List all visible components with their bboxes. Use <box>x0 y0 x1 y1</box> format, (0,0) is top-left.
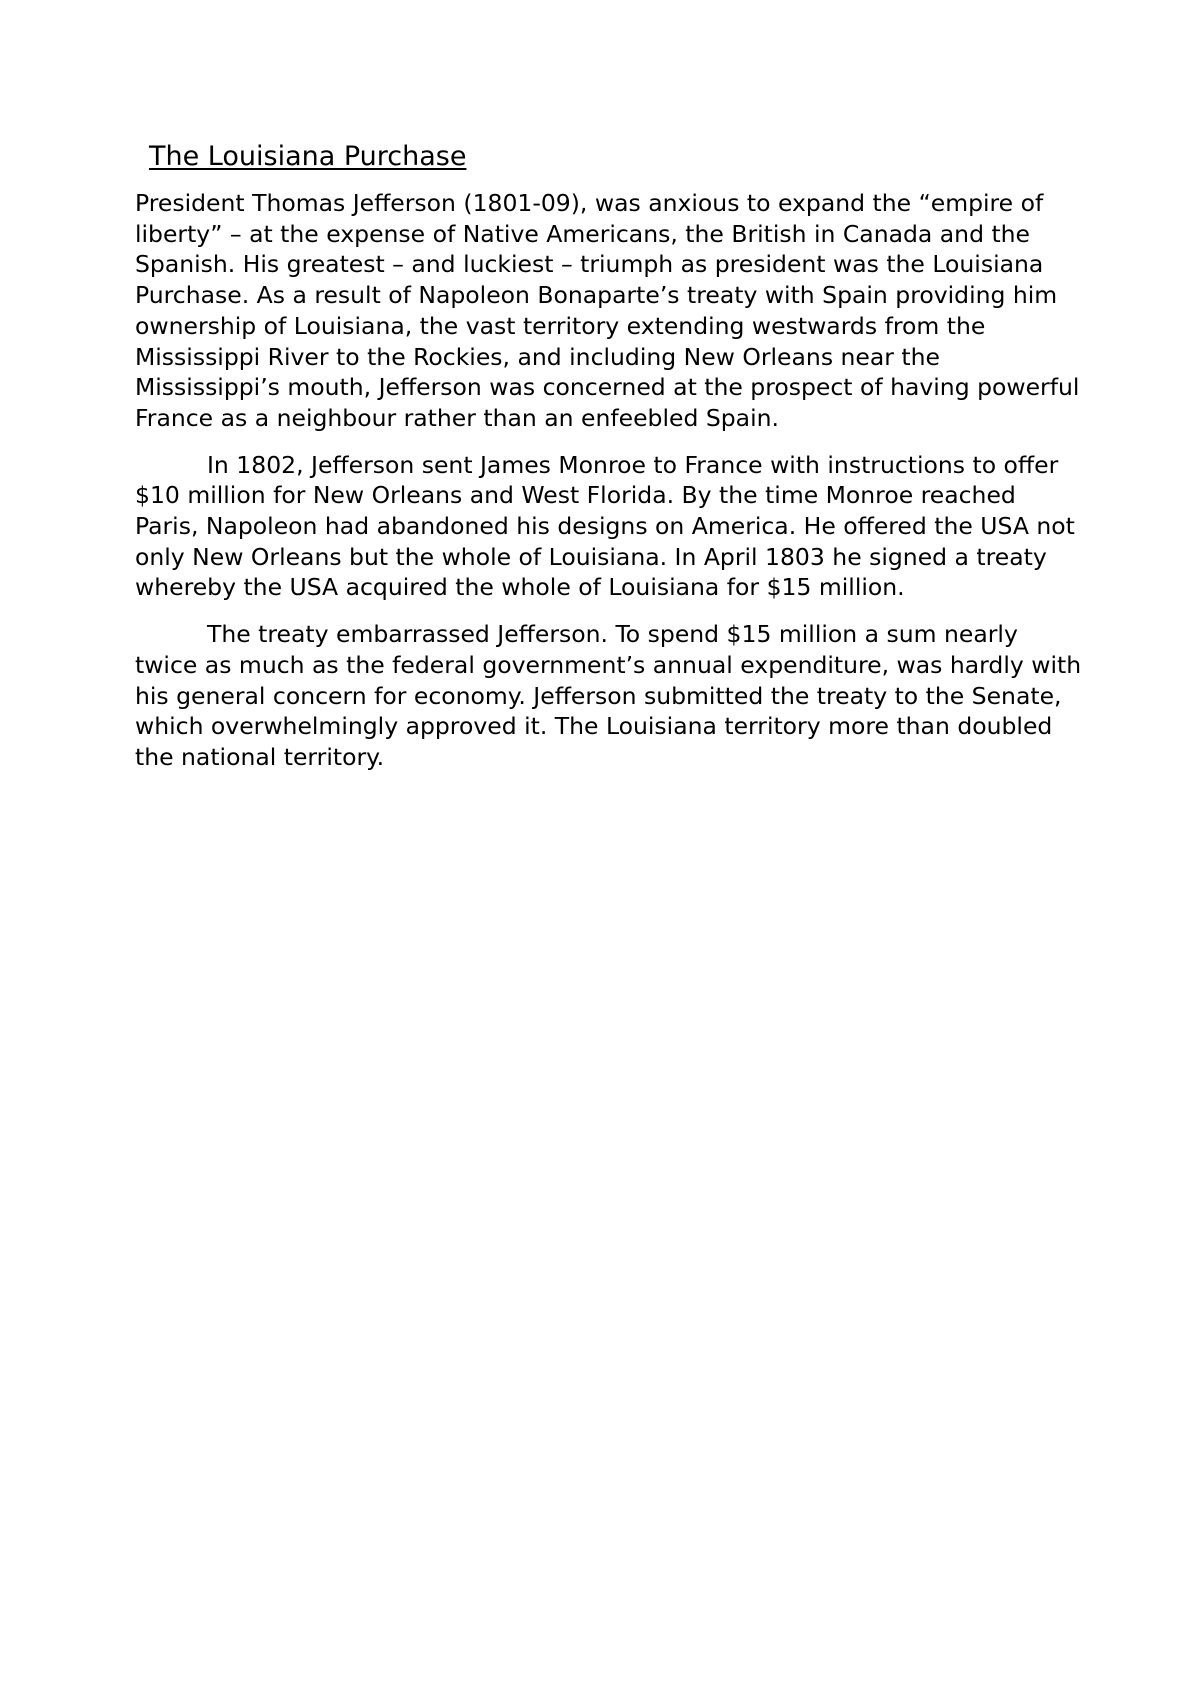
paragraph-1: President Thomas Jefferson (1801-09), was anxious to expand the “empire of liberty” – at the expense of Native Americans, the British in Canada and the Spanish. His greatest – and luckiest – triumph as president was the Louisiana Purchase. As a result of Napoleon Bonaparte’s treaty with Spain providing him ownership of Louisiana, the vast territory extending westwards from the Mississippi River to the Rockies, and including New Orleans near the Mississippi’s mouth, Jefferson was concerned at the prospect of having powerful France as a neighbour rather than an enfeebled Spain. <box>135 189 1080 432</box>
paragraph-2: In 1802, Jefferson sent James Monroe to France with instructions to offer $10 million for New Orleans and West Florida. By the time Monroe reached Paris, Napoleon had abandoned his designs on America. He offered the USA not only New Orleans but the whole of Louisiana. In April 1803 he signed a treaty whereby the USA acquired the whole of Louisiana for $15 million. <box>135 450 1075 602</box>
document-title <box>149 140 1085 174</box>
document-body <box>135 140 1085 789</box>
paragraph-3: The treaty embarrassed Jefferson. To spend $15 million a sum nearly twice as much as the federal government’s annual expenditure, was hardly with his general concern for economy. Jefferson submitted the treaty to the Senate, which overwhelmingly approved it. The Louisiana territory more than doubled the national territory. <box>135 620 1082 771</box>
document-title-text: The Louisiana Purchase <box>149 141 467 172</box>
